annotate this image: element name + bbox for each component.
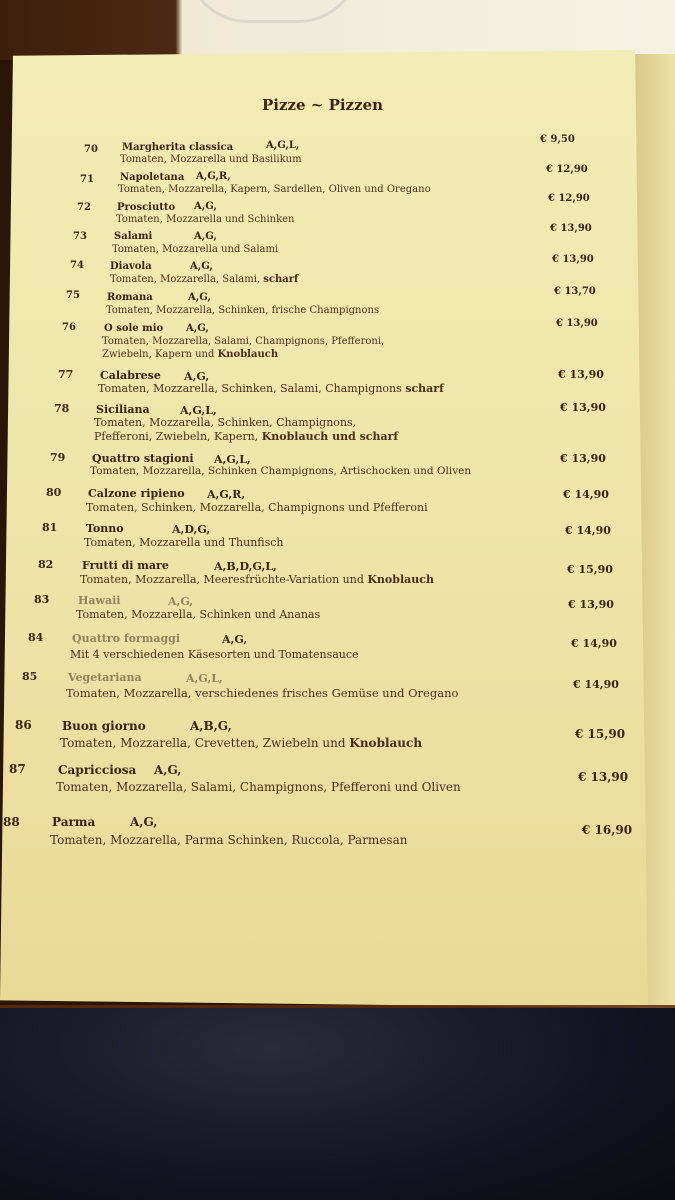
item-description: Tomaten, Mozzarella, Salami, Champignons, Pfefferoni, bbox=[102, 336, 385, 347]
item-price: € 14,90 bbox=[563, 488, 609, 501]
item-allergens: A,G, bbox=[188, 292, 211, 303]
item-number: 79 bbox=[50, 451, 66, 464]
desc-emphasis: scharf bbox=[405, 382, 444, 395]
item-number: 71 bbox=[80, 174, 94, 185]
item-allergens: A,G,L, bbox=[180, 404, 217, 417]
item-allergens: A,B,D,G,L, bbox=[214, 560, 277, 573]
item-description-line2 bbox=[102, 348, 278, 361]
item-description: Tomaten, Mozzarella und Basilikum bbox=[120, 154, 302, 165]
item-price: € 16,90 bbox=[582, 823, 633, 837]
item-number: 83 bbox=[34, 593, 50, 606]
item-description bbox=[110, 273, 298, 286]
item-name: Quattro stagioni bbox=[92, 452, 194, 465]
item-description: Tomaten, Mozzarella, Schinken Champignons, Artischocken und Oliven bbox=[90, 465, 472, 477]
item-number: 73 bbox=[73, 231, 87, 242]
item-price: € 13,90 bbox=[560, 401, 606, 414]
item-price: € 13,90 bbox=[558, 368, 604, 381]
item-description: Tomaten, Mozzarella, Schinken, Champignons, bbox=[94, 416, 357, 429]
item-number: 78 bbox=[54, 402, 70, 415]
item-description: Tomaten, Mozzarella, Salami, Champignons, Pfefferoni und Oliven bbox=[56, 780, 461, 794]
item-price: € 13,90 bbox=[568, 598, 614, 611]
item-number: 82 bbox=[38, 558, 54, 571]
item-name: Buon giorno bbox=[62, 719, 146, 733]
item-number: 86 bbox=[15, 718, 32, 732]
desc-emphasis: Knoblauch bbox=[367, 573, 434, 586]
item-description: Tomaten, Mozzarella, Parma Schinken, Ruccola, Parmesan bbox=[50, 833, 408, 847]
desc-emphasis: Knoblauch bbox=[217, 349, 279, 360]
item-description: Tomaten, Mozzarella und Salami bbox=[112, 244, 279, 255]
item-name: Vegetariana bbox=[68, 671, 142, 684]
item-allergens: A,B,G, bbox=[190, 719, 232, 733]
item-allergens: A,G,R, bbox=[196, 171, 231, 182]
item-number: 72 bbox=[77, 202, 91, 213]
item-number: 88 bbox=[3, 815, 20, 829]
item-description-line2 bbox=[94, 430, 398, 443]
item-allergens: A,G, bbox=[194, 231, 217, 242]
item-allergens: A,G, bbox=[184, 370, 210, 383]
item-number: 80 bbox=[46, 486, 62, 499]
desc-emphasis: Knoblauch und scharf bbox=[261, 430, 399, 443]
item-price: € 13,90 bbox=[550, 223, 592, 234]
item-description: Tomaten, Mozzarella, Kapern, Sardellen, Oliven und Oregano bbox=[118, 184, 431, 195]
item-number: 74 bbox=[70, 260, 84, 271]
item-name: Parma bbox=[52, 815, 96, 829]
item-allergens: A,G, bbox=[190, 261, 213, 272]
item-price: € 15,90 bbox=[567, 563, 613, 576]
desc-text: Tomaten, Mozzarella, Salami, bbox=[110, 274, 261, 285]
item-description bbox=[98, 382, 444, 395]
item-number: 75 bbox=[66, 290, 80, 301]
item-name: Romana bbox=[107, 292, 153, 303]
desc-text: Zwiebeln, Kapern und bbox=[102, 349, 215, 360]
item-description: Tomaten, Mozzarella und Thunfisch bbox=[84, 536, 284, 549]
item-price: € 13,90 bbox=[552, 254, 594, 265]
item-name: Siciliana bbox=[96, 403, 150, 416]
item-allergens: A,G, bbox=[194, 201, 217, 212]
item-allergens: A,G, bbox=[222, 633, 248, 646]
item-allergens: A,G,R, bbox=[207, 488, 246, 501]
dark-floor bbox=[0, 1008, 675, 1200]
item-name: Quattro formaggi bbox=[72, 632, 181, 645]
item-number: 85 bbox=[22, 670, 38, 683]
desc-emphasis: Knoblauch bbox=[349, 736, 423, 750]
item-description bbox=[60, 737, 422, 750]
item-description: Tomaten, Mozzarella, Schinken und Ananas bbox=[76, 608, 321, 621]
desc-text: Tomaten, Mozzarella, Meeresfrüchte-Variation und bbox=[80, 573, 364, 586]
item-number: 70 bbox=[84, 144, 98, 155]
item-price: € 14,90 bbox=[571, 637, 617, 650]
item-number: 81 bbox=[42, 521, 58, 534]
item-allergens: A,G, bbox=[130, 815, 158, 829]
item-description: Tomaten, Mozzarella, Schinken, frische Champignons bbox=[106, 305, 380, 316]
item-price: € 13,90 bbox=[560, 452, 606, 465]
item-description: Tomaten, Schinken, Mozzarella, Champignons und Pfefferoni bbox=[86, 501, 428, 514]
desc-emphasis: scharf bbox=[263, 274, 299, 285]
item-name: Calzone ripieno bbox=[88, 487, 185, 500]
desc-text: Pfefferoni, Zwiebeln, Kapern, bbox=[94, 430, 259, 443]
item-name: Hawaii bbox=[78, 594, 121, 607]
item-price: € 12,90 bbox=[546, 164, 588, 175]
item-price: € 15,90 bbox=[575, 727, 626, 741]
item-description: Mit 4 verschiedenen Käsesorten und Tomatensauce bbox=[70, 648, 359, 661]
page-title: Pizze ~ Pizzen bbox=[262, 96, 384, 114]
item-name: Prosciutto bbox=[117, 202, 176, 213]
item-allergens: A,G,L, bbox=[186, 672, 223, 685]
item-description: Tomaten, Mozzarella, verschiedenes frisches Gemüse und Oregano bbox=[66, 686, 459, 700]
item-allergens: A,G, bbox=[154, 763, 182, 777]
item-name: Frutti di mare bbox=[82, 559, 169, 572]
item-allergens: A,G, bbox=[168, 595, 194, 608]
item-name: Capricciosa bbox=[58, 763, 137, 777]
item-allergens: A,G, bbox=[186, 323, 209, 334]
item-price: € 13,70 bbox=[554, 286, 596, 297]
item-price: € 14,90 bbox=[573, 678, 619, 691]
item-name: Salami bbox=[114, 231, 153, 242]
item-price: € 12,90 bbox=[548, 193, 590, 204]
item-number: 84 bbox=[28, 631, 44, 644]
item-name: Margherita classica bbox=[122, 142, 234, 153]
item-name: Calabrese bbox=[100, 369, 161, 382]
item-name: Napoletana bbox=[120, 172, 185, 183]
item-allergens: A,G,L, bbox=[214, 453, 251, 466]
item-description: Tomaten, Mozzarella und Schinken bbox=[116, 214, 295, 225]
item-allergens: A,D,G, bbox=[172, 523, 211, 536]
item-name: Tonno bbox=[86, 522, 124, 535]
desc-text: Tomaten, Mozzarella, Crevetten, Zwiebeln und bbox=[60, 736, 346, 750]
item-price: € 13,90 bbox=[556, 318, 598, 329]
item-name: Diavola bbox=[110, 261, 152, 272]
item-number: 76 bbox=[62, 322, 76, 333]
item-price: € 9,50 bbox=[540, 134, 575, 145]
item-allergens: A,G,L, bbox=[266, 140, 300, 151]
item-number: 87 bbox=[9, 762, 26, 776]
item-description bbox=[80, 573, 434, 586]
item-number: 77 bbox=[58, 368, 74, 381]
item-name: O sole mio bbox=[104, 323, 164, 334]
item-price: € 14,90 bbox=[565, 524, 611, 537]
desc-text: Tomaten, Mozzarella, Schinken, Salami, Champignons bbox=[98, 382, 402, 395]
item-price: € 13,90 bbox=[578, 770, 629, 784]
